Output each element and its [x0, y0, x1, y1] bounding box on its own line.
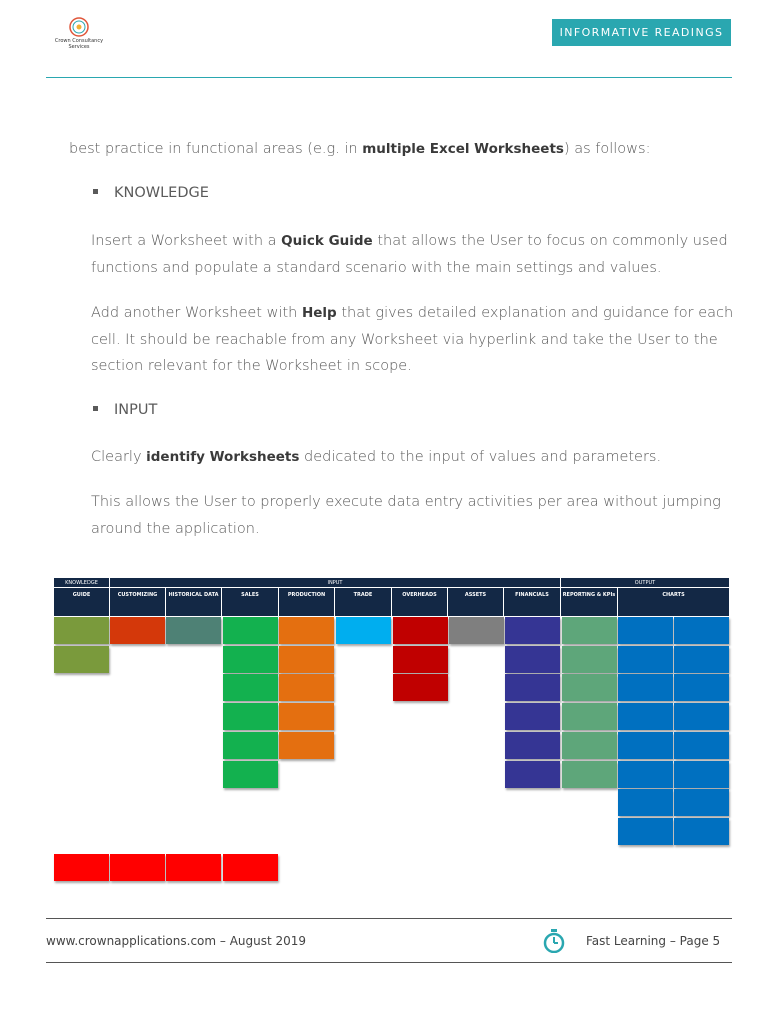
charts-worksheet-block [618, 761, 673, 788]
logo-text-line2: Services [68, 44, 90, 50]
charts-worksheet-block [618, 789, 673, 816]
p2-pre: Add another Worksheet with [91, 305, 302, 321]
guide-worksheet-block [54, 617, 109, 644]
p2-bold: Help [301, 305, 337, 321]
production-worksheet-block [279, 703, 334, 730]
overheads-worksheet-block [393, 617, 448, 644]
stopwatch-icon [543, 929, 565, 953]
charts-worksheet-block [674, 818, 729, 845]
production-worksheet-block [279, 674, 334, 701]
footer-divider-bottom [46, 962, 732, 963]
reporting-worksheet-block [562, 732, 617, 759]
charts-worksheet-block [618, 818, 673, 845]
paragraph-data-entry: This allows the User to properly execute data entry activities per area without jumping around the application. [91, 494, 721, 537]
sales-worksheet-block [223, 761, 278, 788]
col-header-guide: GUIDE [54, 588, 109, 616]
footer-divider-top [46, 918, 732, 919]
charts-worksheet-block [674, 646, 729, 673]
overheads-worksheet-block [393, 646, 448, 673]
production-worksheet-block [279, 732, 334, 759]
section-badge: INFORMATIVE READINGS [552, 19, 731, 46]
intro-bold: multiple Excel Worksheets [362, 141, 564, 157]
red-worksheet-block [110, 854, 165, 881]
historical-worksheet-block [166, 617, 221, 644]
charts-worksheet-block [674, 789, 729, 816]
charts-worksheet-block [618, 674, 673, 701]
financials-worksheet-block [505, 674, 560, 701]
charts-worksheet-block [674, 761, 729, 788]
col-header-financials: FINANCIALS [504, 588, 560, 616]
col-header-reporting-kpis: REPORTING & KPIs [561, 588, 617, 616]
col-header-trade: TRADE [335, 588, 391, 616]
bullet-knowledge [93, 185, 209, 201]
charts-worksheet-block [674, 703, 729, 730]
charts-worksheet-block [674, 674, 729, 701]
paragraph-identify [91, 444, 736, 471]
bullet-input [93, 402, 157, 418]
logo-icon [68, 16, 90, 38]
col-header-historical-data: HISTORICAL DATA [166, 588, 221, 616]
charts-worksheet-block [618, 732, 673, 759]
group-header-output: OUTPUT [561, 578, 729, 587]
sales-worksheet-block [223, 732, 278, 759]
paragraph-help [91, 300, 736, 380]
group-header-knowledge: KNOWLEDGE [54, 578, 109, 587]
charts-worksheet-block [618, 703, 673, 730]
reporting-worksheet-block [562, 703, 617, 730]
financials-worksheet-block [505, 703, 560, 730]
paragraph-quick-guide [91, 228, 736, 281]
reporting-worksheet-block [562, 646, 617, 673]
logo-text-line1: Crown Consultancy [54, 38, 104, 44]
bullet-square-icon [93, 406, 98, 411]
red-worksheet-block [54, 854, 109, 881]
col-header-customizing: CUSTOMIZING [110, 588, 165, 616]
group-header-input: INPUT [110, 578, 560, 587]
sales-worksheet-block [223, 674, 278, 701]
header-divider [46, 77, 732, 78]
footer-left-text: www.crownapplications.com – August 2019 [46, 934, 307, 948]
charts-worksheet-block [674, 732, 729, 759]
charts-worksheet-block [618, 646, 673, 673]
financials-worksheet-block [505, 646, 560, 673]
overheads-worksheet-block [393, 674, 448, 701]
reporting-worksheet-block [562, 674, 617, 701]
customizing-worksheet-block [110, 617, 165, 644]
production-worksheet-block [279, 617, 334, 644]
p3-bold: identify Worksheets [146, 449, 300, 465]
bullet-square-icon [93, 189, 98, 194]
financials-worksheet-block [505, 732, 560, 759]
company-logo [50, 16, 108, 60]
reporting-worksheet-block [562, 617, 617, 644]
production-worksheet-block [279, 646, 334, 673]
p1-post: that allows the User to focus on commonly used functions and populate a standard scenario with the main settings and values. [91, 233, 728, 276]
guide-worksheet-block [54, 646, 109, 673]
col-header-sales: SALES [222, 588, 278, 616]
intro-post: ) as follows: [563, 141, 651, 157]
sales-worksheet-block [223, 617, 278, 644]
footer-right-text: Fast Learning – Page 5 [586, 934, 721, 948]
p3-pre: Clearly [91, 449, 147, 465]
col-header-overheads: OVERHEADS [392, 588, 447, 616]
red-worksheet-block [166, 854, 221, 881]
red-worksheet-block [223, 854, 278, 881]
charts-worksheet-block [674, 617, 729, 644]
col-header-assets: ASSETS [448, 588, 503, 616]
sales-worksheet-block [223, 703, 278, 730]
col-header-production: PRODUCTION [279, 588, 334, 616]
p1-pre: Insert a Worksheet with a [91, 233, 282, 249]
p2-post: that gives detailed explanation and guidance for each cell. It should be reachable from any Worksheet via hyperlink and take the User to the section relevant for the Worksheet in scope. [91, 305, 734, 374]
reporting-worksheet-block [562, 761, 617, 788]
sales-worksheet-block [223, 646, 278, 673]
p1-bold: Quick Guide [281, 233, 373, 249]
intro-pre: best practice in functional areas (e.g. in [69, 141, 363, 157]
p3-post: dedicated to the input of values and parameters. [299, 449, 662, 465]
assets-worksheet-block [449, 617, 504, 644]
intro-paragraph [69, 136, 729, 163]
financials-worksheet-block [505, 617, 560, 644]
col-header-charts: CHARTS [618, 588, 729, 616]
bullet-input-label: INPUT [114, 402, 158, 418]
financials-worksheet-block [505, 761, 560, 788]
trade-worksheet-block [336, 617, 391, 644]
charts-worksheet-block [618, 617, 673, 644]
bullet-knowledge-label: KNOWLEDGE [114, 185, 209, 201]
